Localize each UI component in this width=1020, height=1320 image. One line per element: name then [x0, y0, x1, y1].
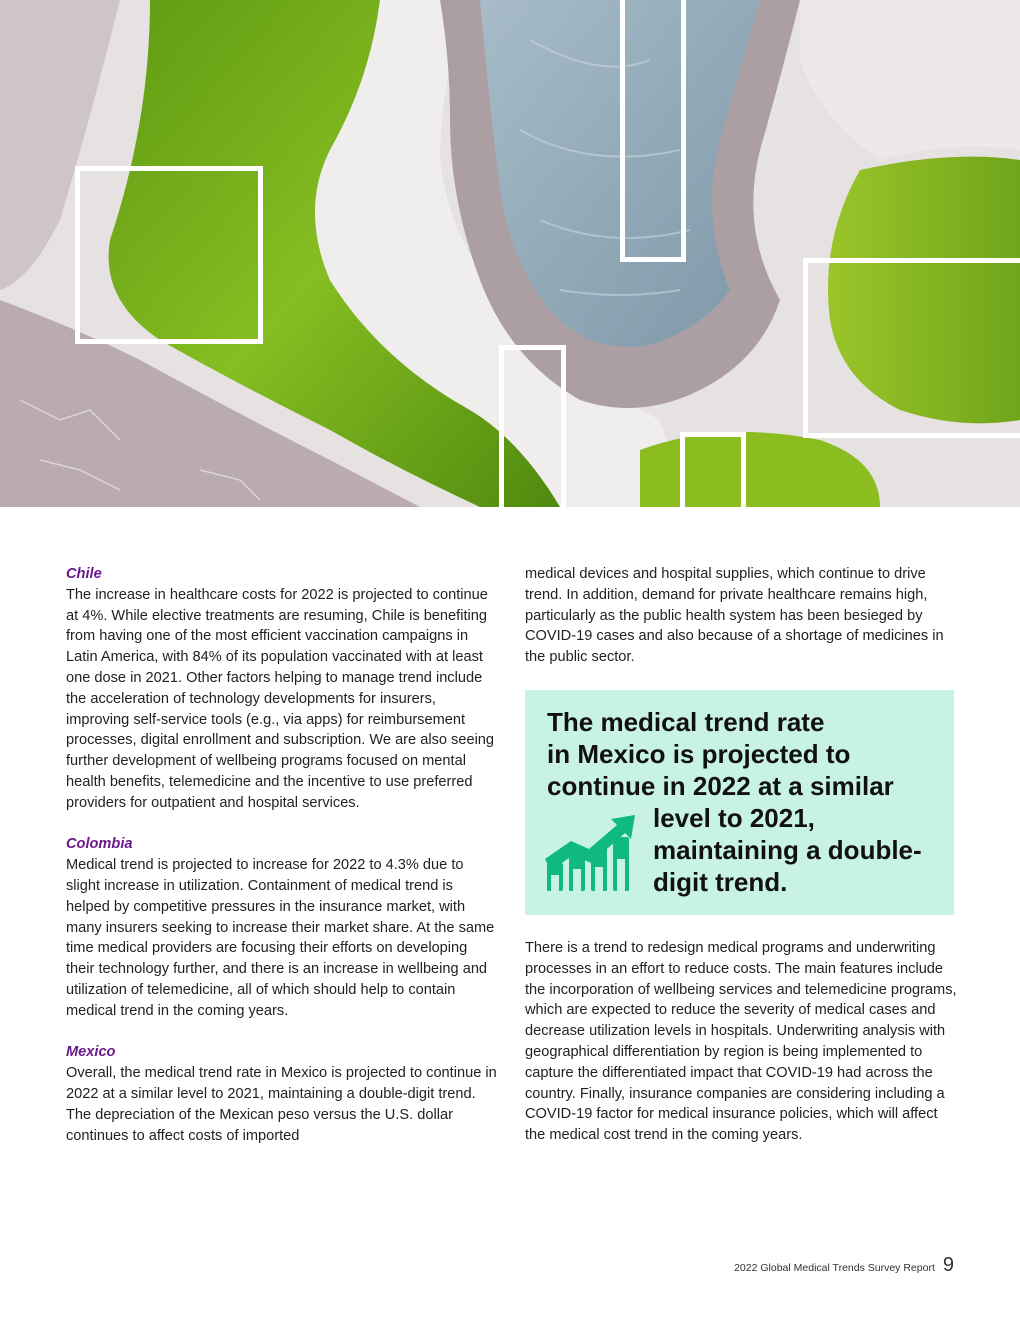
heading-chile: Chile [66, 566, 102, 582]
rising-bar-chart-icon [545, 815, 637, 893]
page-footer [734, 1252, 954, 1276]
report-title: 2022 Global Medical Trends Survey Report [734, 1262, 935, 1274]
body-colombia: Medical trend is projected to increase for 2022 to 4.3% due to slight increase in utilization. Containment of medical trend is helped by competitive pressures in the insurance market, with many insurers seeking to increase their market share. At the same time medical providers are focusing their efforts on developing their technology further, and there is an increase in wellbeing and utilization of telemedicine, all of which should help to contain medical trend in the coming years. [66, 857, 495, 1019]
pull-quote-line: maintaining a double- [653, 835, 922, 865]
section-chile [66, 564, 498, 814]
image-frame-3 [803, 258, 1020, 438]
body-mexico: Overall, the medical trend rate in Mexico is projected to continue in 2022 at a similar level to 2021, maintaining a double-digit trend. The depreciation of the Mexican peso versus the U.S. dollar continues to affect costs of imported [66, 1065, 497, 1144]
page-number: 9 [942, 1254, 954, 1276]
pull-quote-line: in Mexico is projected to [547, 739, 851, 769]
pull-quote-callout [525, 690, 954, 915]
hero-image [0, 0, 1020, 507]
section-mexico [66, 1042, 498, 1146]
heading-mexico: Mexico [66, 1044, 116, 1061]
pull-quote-line: level to 2021, [653, 803, 815, 833]
pull-quote-line: The medical trend rate [547, 707, 825, 737]
right-column-bottom [525, 938, 957, 1146]
image-frame-1 [75, 166, 263, 344]
heading-colombia: Colombia [66, 836, 133, 853]
pull-quote-line: continue in 2022 at a similar [547, 771, 894, 801]
section-colombia [66, 834, 498, 1021]
image-frame-2 [620, 0, 686, 262]
body-chile: The increase in healthcare costs for 2022 is projected to continue at 4%. While elective treatments are resuming, Chile is benefiting from having one of the most efficient vaccination campaigns in Latin America, with 84% of its population vaccinated with at least one dose in 2021. Other factors helping to manage trend include the acceleration of technology developments for insurers, improving self-service tools (e.g., via apps) for reimbursement processes, digital enrollment and subscription. We are also seeing further development of wellbeing programs focused on mental health benefits, telemedicine and the incentive to use preferred providers for outpatient and hospital services. [66, 586, 495, 811]
right-column-top [525, 564, 957, 668]
pull-quote-line: digit trend. [653, 867, 788, 897]
left-column [66, 564, 498, 1167]
body-mexico-continued: medical devices and hospital supplies, which continue to drive trend. In addition, demand for private healthcare remains high, particularly as the public health system has been besieged by COVID-19 cases and also because of a shortage of medicines in the public sector. [525, 566, 944, 666]
image-frame-5 [680, 432, 746, 507]
image-frame-4 [499, 345, 566, 507]
body-mexico-programs: There is a trend to redesign medical programs and underwriting processes in an effort to reduce costs. The main features include the incorporation of wellbeing services and telemedicine programs, which are expected to reduce the severity of medical cases and decrease utilization levels in hospitals. Underwriting analysis with geographical differentiation by region is being implemented to capture the differentiated impact that COVID-19 had across the country. Finally, insurance companies are considering including a COVID-19 factor for medical insurance policies, which will affect the medical cost trend in the coming years. [525, 940, 957, 1144]
